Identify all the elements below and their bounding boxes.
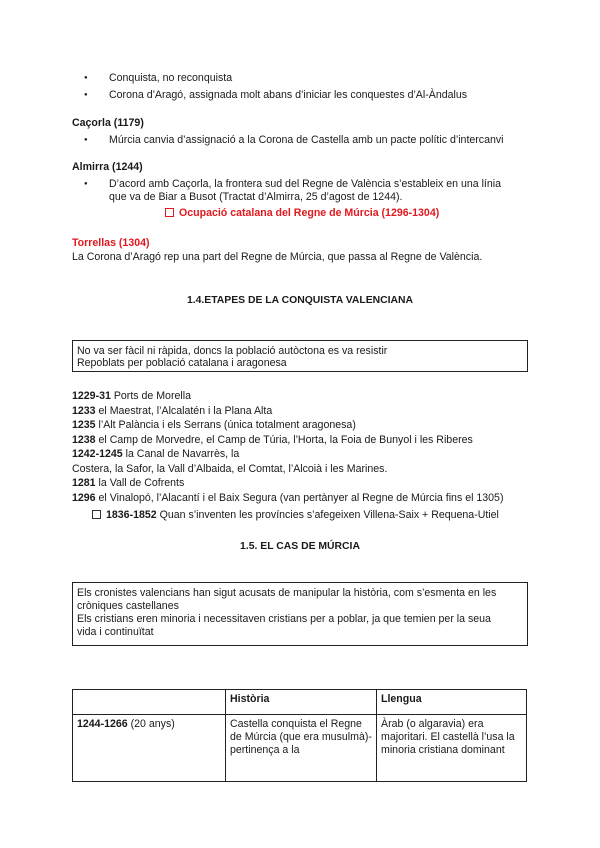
table-cell-llengua: Àrab (o algaravia) era majoritari. El castellà l’usa la minoria cristiana dominant xyxy=(377,715,527,782)
murcia-table xyxy=(72,689,527,782)
note-line: No va ser fàcil ni ràpida, doncs la població autòctona es va resistir xyxy=(77,345,388,357)
section-heading: 1.4.ETAPES DE LA CONQUISTA VALENCIANA xyxy=(186,295,414,306)
stage-line: 1229-31 Ports de Morella xyxy=(72,390,191,402)
stage-line: 1296 el Vinalopó, l’Alacantí i el Baix Segura (van pertànyer al Regne de Múrcia fins el 1305) xyxy=(72,491,504,504)
torrellas-text: La Corona d’Aragó rep una part del Regne de Múrcia, que passa al Regne de València. xyxy=(72,251,483,263)
cazorla-title: Caçorla (1179) xyxy=(72,117,144,129)
red-check-item xyxy=(165,207,439,219)
bullet-text: Corona d’Aragó, assignada molt abans d’iniciar les conquestes d’Al-Àndalus xyxy=(109,89,468,101)
stage-line: 1281 la Vall de Cofrents xyxy=(72,477,185,489)
stage-line: Costera, la Safor, la Vall d’Albaida, el Comtat, l’Alcoià i les Marines. xyxy=(72,462,388,475)
table-row xyxy=(73,715,527,782)
stage-line: 1235 l’Alt Palància i els Serrans (única totalment aragonesa) xyxy=(72,419,356,431)
red-check-text: Ocupació catalana del Regne de Múrcia (1296-1304) xyxy=(179,207,440,219)
section-heading: 1.5. EL CAS DE MÚRCIA xyxy=(240,541,360,552)
table-cell-period: 1244-1266 (20 anys) xyxy=(73,715,226,782)
note-box xyxy=(72,582,528,646)
table-header-cell: Història xyxy=(226,690,377,715)
checkbox-icon[interactable] xyxy=(92,510,101,519)
bullet-text: Conquista, no reconquista xyxy=(109,72,233,84)
note-line: Els cristians eren minoria i necessitaven cristians per a poblar, ja que temien per la seua xyxy=(77,613,491,625)
stage-line: 1238 el Camp de Morvedre, el Camp de Túria, l’Horta, la Foia de Bunyol i les Riberes xyxy=(72,433,473,446)
stage-check-item: 1836-1852 Quan s’inventen les províncies s’afegeixen Villena-Saix + Requena-Utiel xyxy=(92,509,499,521)
bullet-text: D’acord amb Caçorla, la frontera sud del Regne de València s’estableix en una línia xyxy=(109,178,501,190)
stages-list xyxy=(72,389,503,505)
bullet-text: Múrcia canvia d’assignació a la Corona de Castella amb un pacte polític d’intercanvi xyxy=(109,134,504,146)
note-line: Repoblats per població catalana i aragonesa xyxy=(77,357,287,369)
stage-line: 1242-1245 la Canal de Navarrès, la xyxy=(72,448,240,460)
bullet-text-continued: que va de Biar a Busot (Tractat d’Almirra, 25 d’agost de 1244). xyxy=(109,191,403,203)
note-box xyxy=(72,340,528,372)
checkbox-icon[interactable] xyxy=(165,208,174,217)
table-header-row xyxy=(73,690,527,715)
note-line: vida i continuïtat xyxy=(77,626,154,638)
table-header-cell: Llengua xyxy=(377,690,527,715)
table-cell-historia: Castella conquista el Regne de Múrcia (que era musulmà)-pertinença a la xyxy=(226,715,377,782)
note-line: Els cronistes valencians han sigut acusats de manipular la història, com s’esmenta en les xyxy=(77,587,497,599)
table-header-cell xyxy=(73,690,226,715)
note-line: cròniques castellanes xyxy=(77,600,179,612)
stage-line: 1233 el Maestrat, l’Alcalatén i la Plana Alta xyxy=(72,404,273,417)
almirra-title: Almirra (1244) xyxy=(72,161,143,173)
torrellas-title: Torrellas (1304) xyxy=(72,237,150,249)
